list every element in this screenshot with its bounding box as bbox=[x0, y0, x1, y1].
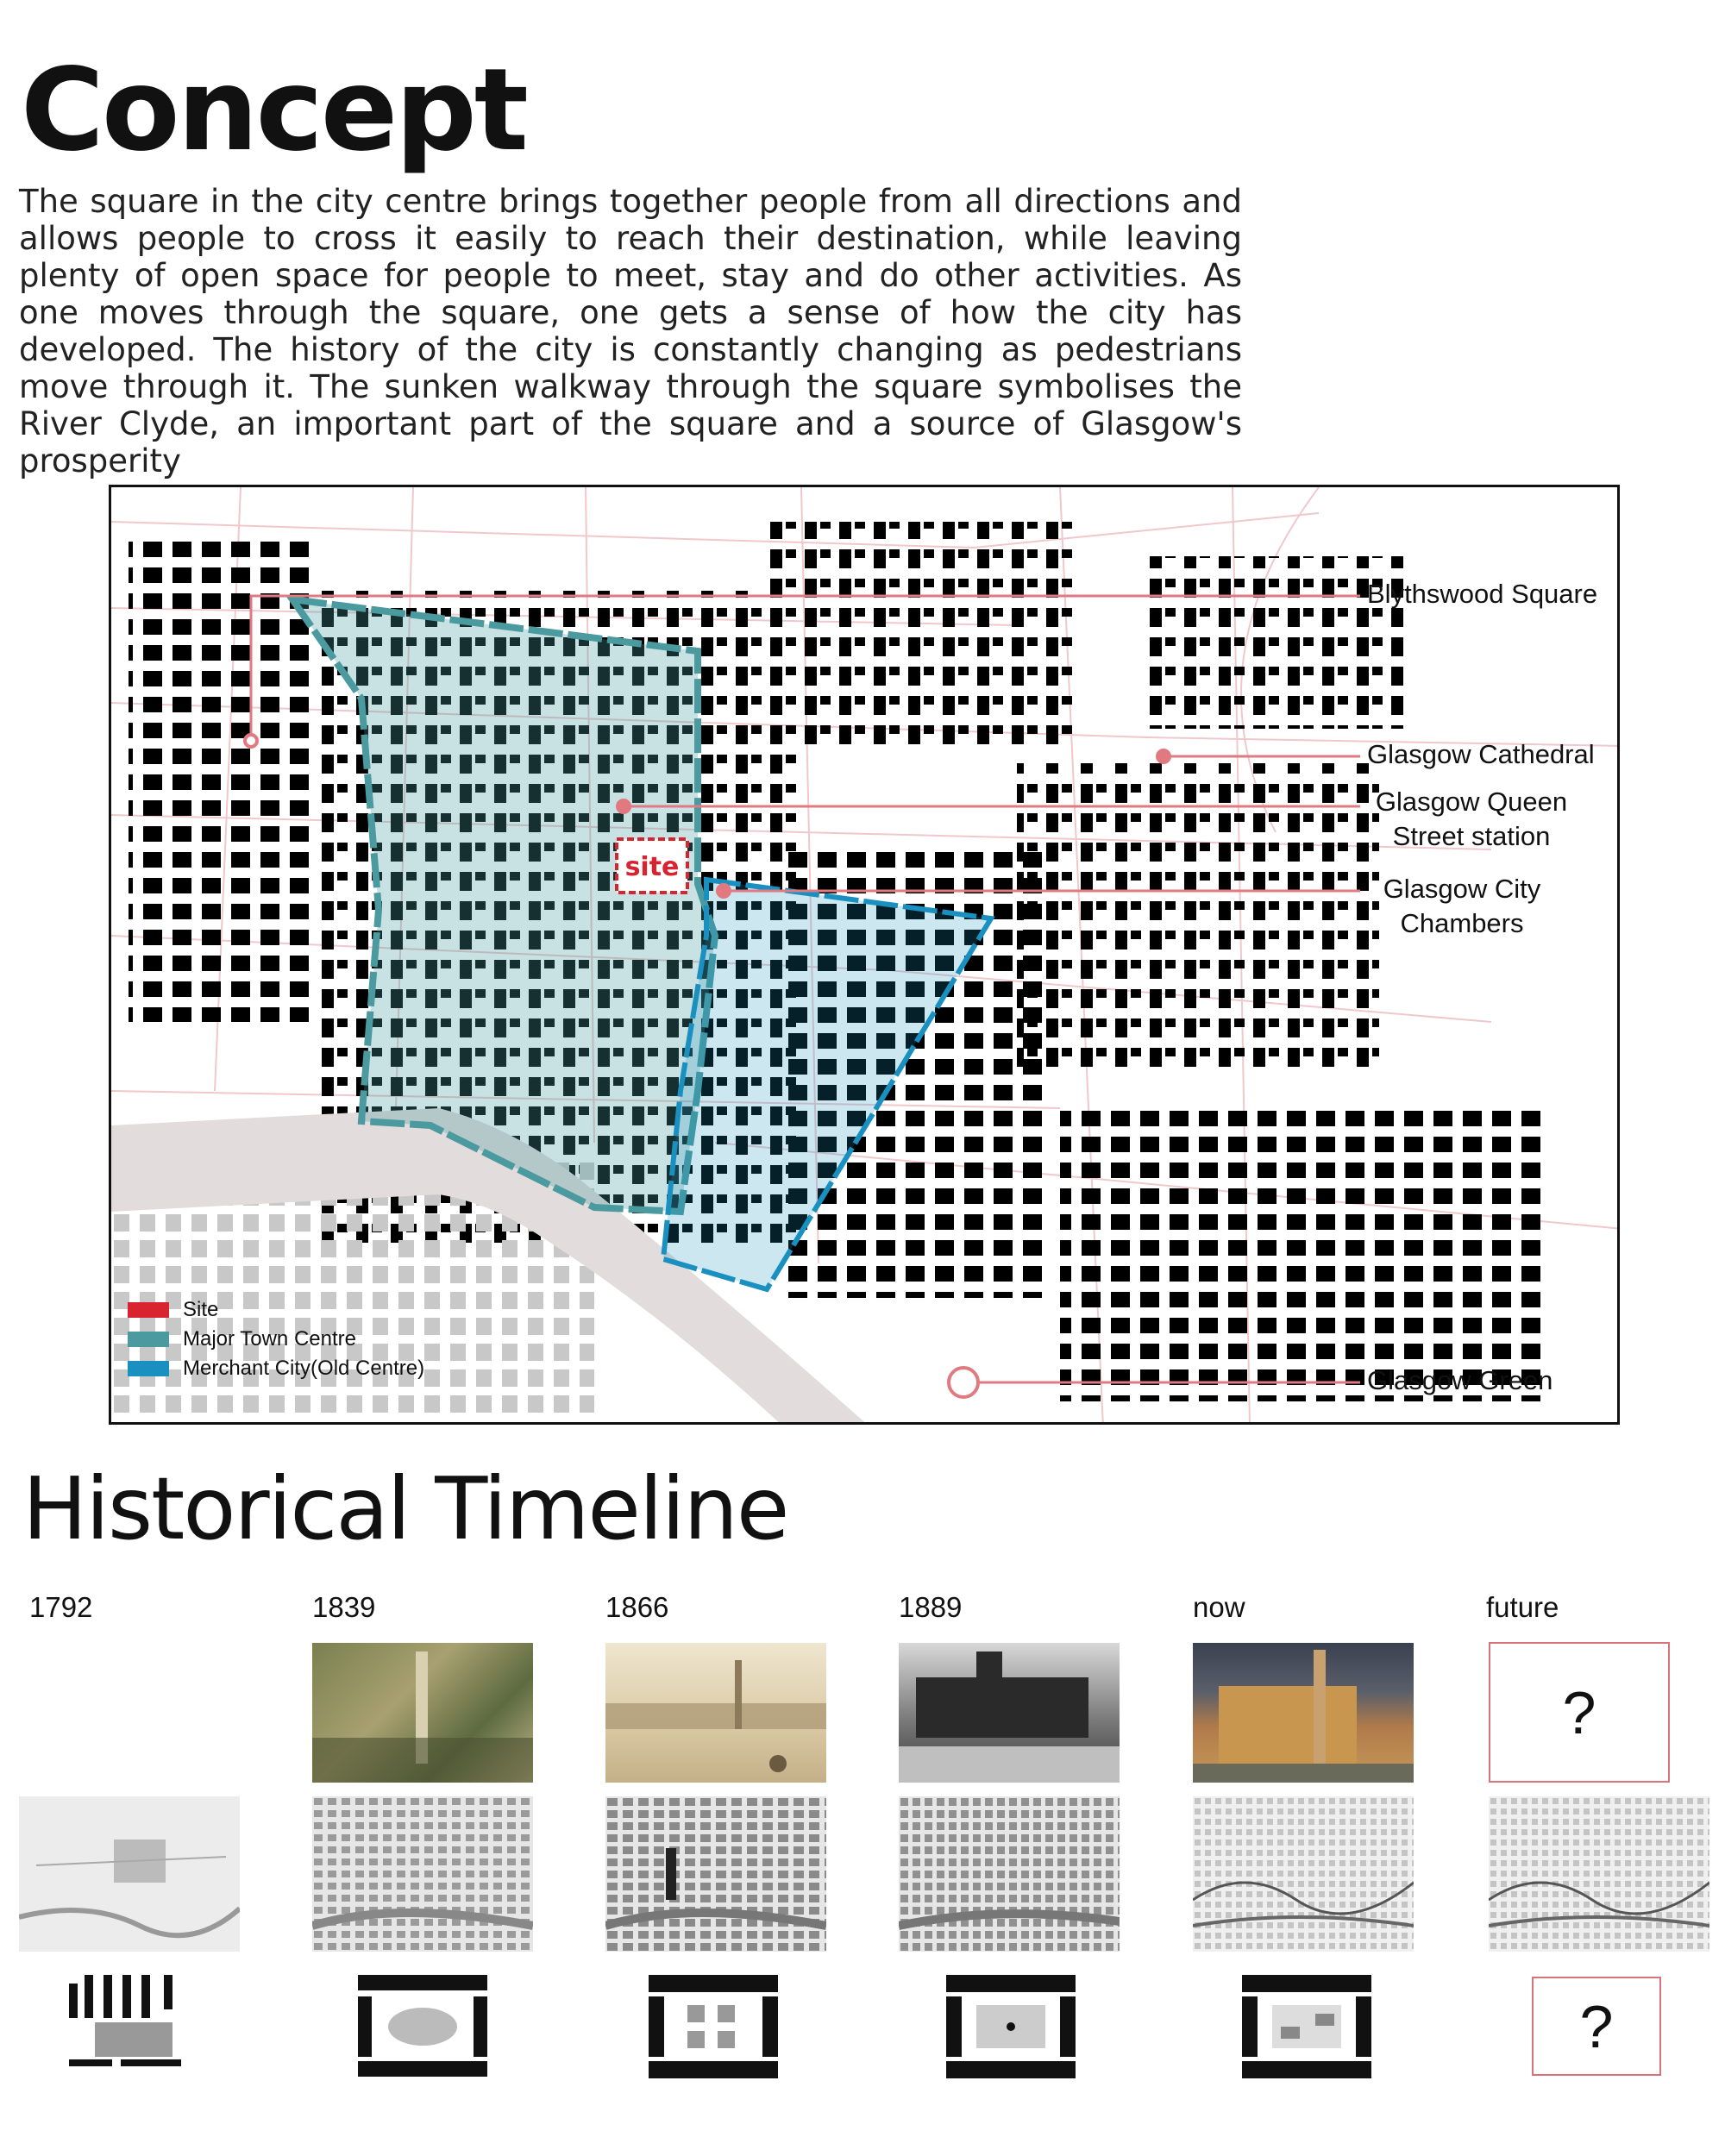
historical-map-1839-drawing bbox=[312, 1796, 533, 1952]
timeline-year-1866: 1866 bbox=[605, 1591, 669, 1623]
buildings-south-east bbox=[1060, 1108, 1543, 1401]
photo-1866 bbox=[605, 1643, 826, 1783]
legend-item-merchant-city bbox=[128, 1354, 424, 1383]
timeline-year-future: future bbox=[1486, 1591, 1559, 1623]
callout-city-chambers: Glasgow City Chambers bbox=[1383, 874, 1541, 938]
historical-map-future bbox=[1489, 1796, 1709, 1952]
map-legend bbox=[128, 1295, 424, 1383]
plan-1866 bbox=[649, 1975, 778, 2078]
plan-1889-drawing bbox=[946, 1975, 1076, 2078]
timeline-year-now: now bbox=[1193, 1591, 1245, 1623]
plan-1792-drawing bbox=[69, 1975, 198, 2078]
callout-glasgow-cathedral: Glasgow Cathedral bbox=[1367, 739, 1595, 769]
legend-swatch-site bbox=[128, 1302, 169, 1318]
timeline-year-1839: 1839 bbox=[312, 1591, 376, 1623]
legend-swatch-town-centre bbox=[128, 1332, 169, 1347]
callout-glasgow-green: Glasgow Green bbox=[1367, 1365, 1553, 1395]
plan-1839-drawing bbox=[358, 1975, 487, 2078]
photo-1839-illustration bbox=[312, 1643, 533, 1783]
photo-1866-illustration bbox=[605, 1643, 826, 1783]
future-plan-placeholder: ? bbox=[1532, 1977, 1661, 2076]
buildings-east-outer bbox=[1017, 763, 1379, 1074]
concept-description: The square in the city centre brings together people from all directions and allows people to cross it easily to reach their destination, while leaving plenty of open space for people to meet, stay and do other activities. As one moves through the square, one gets a sense of how the city has developed. The history of the city is constantly changing as pedestrians move through it. The sunken walkway through the square symbolises the River Clyde, an important part of the square and a source of Glasgow's prosperity bbox=[19, 183, 1242, 479]
plan-1866-drawing bbox=[649, 1975, 778, 2078]
photo-1889-illustration bbox=[899, 1643, 1120, 1783]
city-map bbox=[109, 485, 1620, 1425]
site-label: site bbox=[624, 852, 680, 882]
plan-1839 bbox=[358, 1975, 487, 2078]
historical-map-now bbox=[1193, 1796, 1414, 1952]
timeline-year-1792: 1792 bbox=[29, 1591, 93, 1623]
concept-title: Concept bbox=[21, 44, 526, 177]
legend-label: Site bbox=[183, 1298, 219, 1321]
timeline-year-1889: 1889 bbox=[899, 1591, 963, 1623]
historical-map-1889 bbox=[899, 1796, 1120, 1952]
historical-map-1792 bbox=[19, 1796, 240, 1952]
callout-blythswood-square: Blythswood Square bbox=[1367, 579, 1598, 609]
historical-map-1889-drawing bbox=[899, 1796, 1120, 1952]
plan-1889 bbox=[946, 1975, 1076, 2078]
photo-1889 bbox=[899, 1643, 1120, 1783]
historical-map-future-drawing bbox=[1489, 1796, 1709, 1952]
timeline-title: Historical Timeline bbox=[22, 1458, 788, 1559]
buildings-north bbox=[767, 522, 1077, 746]
legend-swatch-merchant-city bbox=[128, 1361, 169, 1376]
historical-map-now-drawing bbox=[1193, 1796, 1414, 1952]
plan-now-drawing bbox=[1242, 1975, 1371, 2078]
photo-now-illustration bbox=[1193, 1643, 1414, 1783]
historical-map-1839 bbox=[312, 1796, 533, 1952]
buildings-west bbox=[129, 539, 318, 1022]
buildings-north-east bbox=[1146, 556, 1405, 729]
legend-item-major-town-centre bbox=[128, 1325, 424, 1354]
city-map-drawing bbox=[111, 487, 1620, 1425]
legend-label: Major Town Centre bbox=[183, 1327, 356, 1351]
plan-now bbox=[1242, 1975, 1371, 2078]
historical-map-1866-drawing bbox=[605, 1796, 826, 1952]
legend-label: Merchant City(Old Centre) bbox=[183, 1357, 425, 1380]
legend-item-site bbox=[128, 1295, 424, 1325]
callout-queen-street-station: Glasgow Queen Street station bbox=[1375, 787, 1568, 851]
historical-map-1792-drawing bbox=[19, 1796, 240, 1952]
plan-1792 bbox=[69, 1975, 198, 2078]
photo-now bbox=[1193, 1643, 1414, 1783]
future-photo-placeholder: ? bbox=[1489, 1642, 1670, 1783]
photo-1839 bbox=[312, 1643, 533, 1783]
historical-map-1866 bbox=[605, 1796, 826, 1952]
